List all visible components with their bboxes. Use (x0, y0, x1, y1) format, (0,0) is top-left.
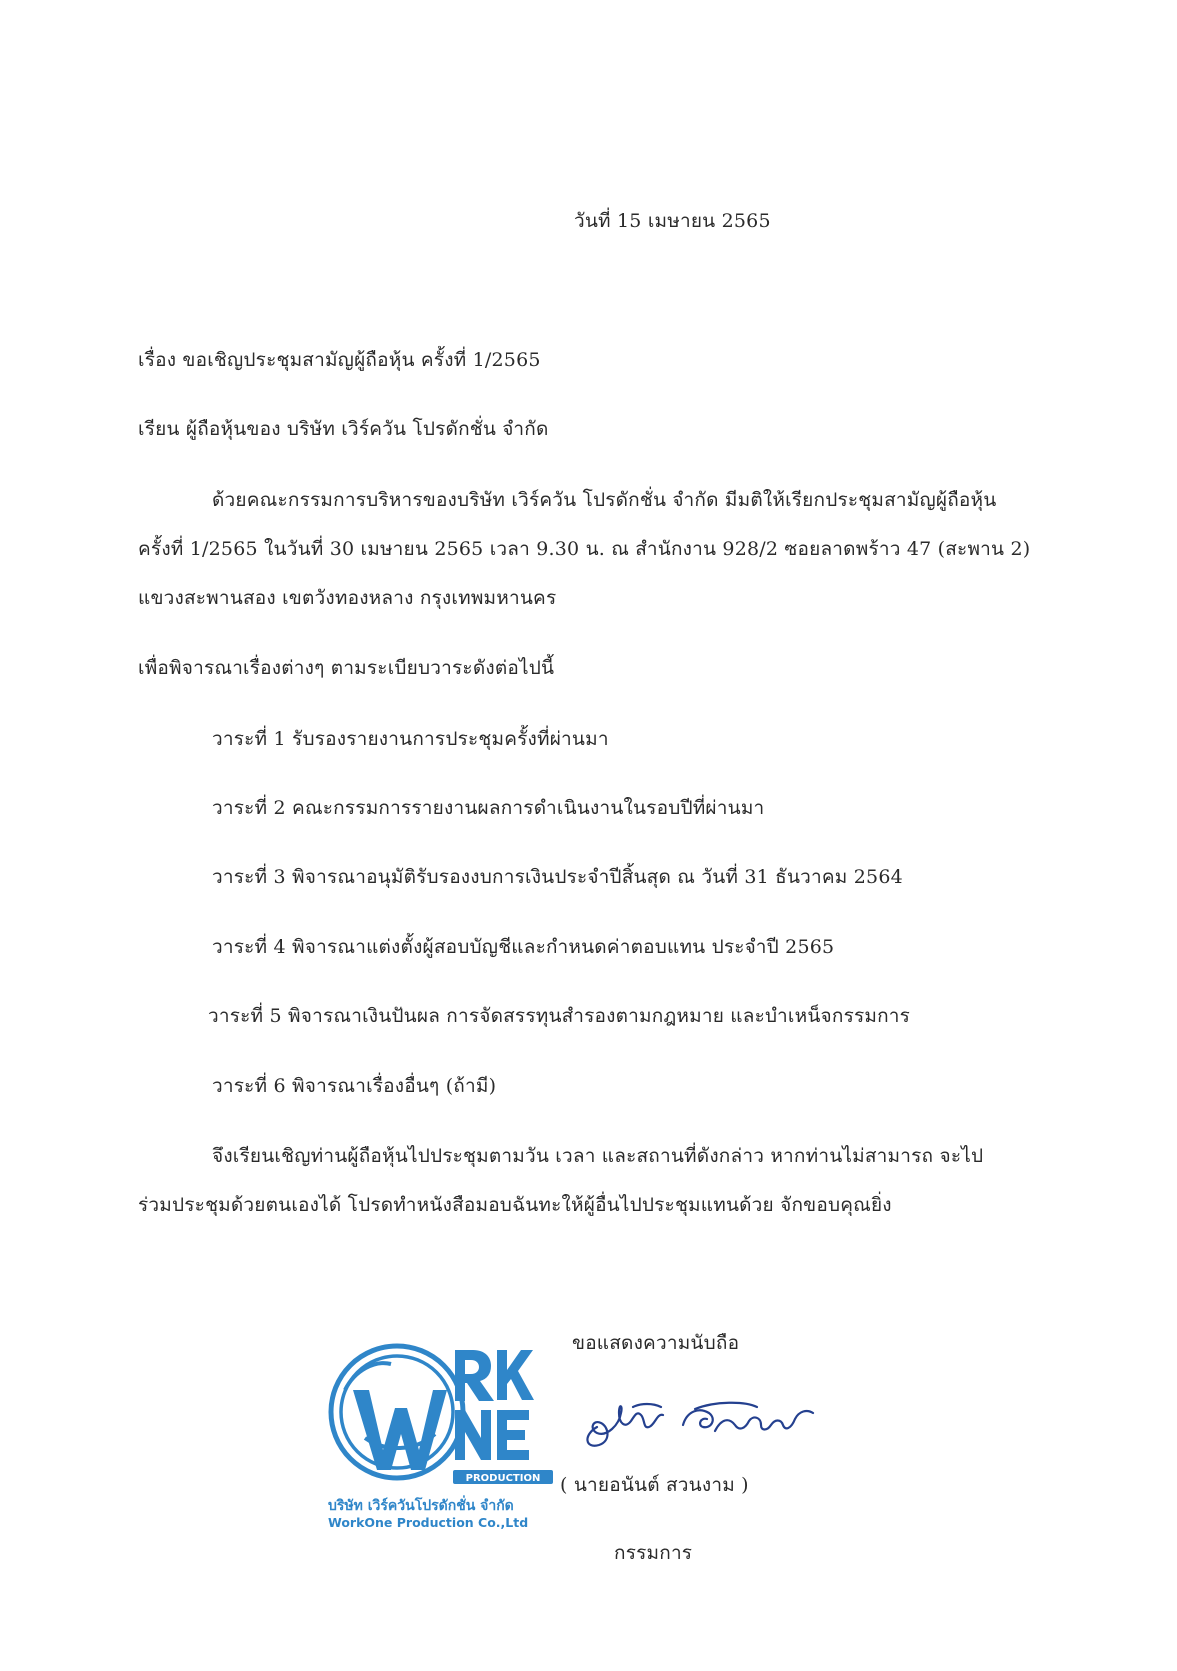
body-paragraph-line: จึงเรียนเชิญท่านผู้ถือหุ้นไปประชุมตามวัน เวลา และสถานที่ดังกล่าว หากท่านไม่สามารถ จะไป (212, 1145, 984, 1167)
agenda-intro: เพื่อพิจารณาเรื่องต่างๆ ตามระเบียบวาระดังต่อไปนี้ (138, 657, 555, 679)
letter-date: วันที่ 15 เมษายน 2565 (574, 210, 771, 232)
signer-position: กรรมการ (614, 1542, 693, 1564)
stamp-company-thai: บริษัท เวิร์ควันโปรดักชั่น จำกัด (328, 1498, 514, 1514)
agenda-item: วาระที่ 2 คณะกรรมการรายงานผลการดำเนินงานในรอบปีที่ผ่านมา (212, 797, 765, 819)
agenda-item: วาระที่ 6 พิจารณาเรื่องอื่นๆ (ถ้ามี) (212, 1075, 497, 1097)
handwritten-signature (575, 1385, 825, 1455)
stamp-production-text: PRODUCTION (465, 1473, 541, 1484)
agenda-item: วาระที่ 5 พิจารณาเงินปันผล การจัดสรรทุนสำรองตามกฎหมาย และบำเหน็จกรรมการ (208, 1005, 911, 1027)
signer-name: ( นายอนันต์ สวนงาม ) (560, 1474, 749, 1496)
stamp-company-english: WorkOne Production Co.,Ltd (328, 1515, 529, 1530)
letter-subject: เรื่อง ขอเชิญประชุมสามัญผู้ถือหุ้น ครั้งที่ 1/2565 (138, 349, 541, 371)
closing-phrase: ขอแสดงความนับถือ (572, 1332, 740, 1354)
body-paragraph-line: ด้วยคณะกรรมการบริหารของบริษัท เวิร์ควัน โปรดักชั่น จำกัด มีมติให้เรียกประชุมสามัญผู้ถือหุ้น (212, 489, 997, 511)
body-paragraph-line: ร่วมประชุมด้วยตนเองได้ โปรดทำหนังสือมอบฉันทะให้ผู้อื่นไปประชุมแทนด้วย จักขอบคุณยิ่ง (138, 1194, 892, 1216)
agenda-item: วาระที่ 4 พิจารณาแต่งตั้งผู้สอบบัญชีและกำหนดค่าตอบแทน ประจำปี 2565 (212, 936, 835, 958)
body-paragraph-line: ครั้งที่ 1/2565 ในวันที่ 30 เมษายน 2565 เวลา 9.30 น. ณ สำนักงาน 928/2 ซอยลาดพร้าว 47 (สะพาน 2) (138, 538, 1031, 560)
letter-recipient: เรียน ผู้ถือหุ้นของ บริษัท เวิร์ควัน โปรดักชั่น จำกัด (138, 418, 549, 440)
agenda-item: วาระที่ 3 พิจารณาอนุมัติรับรองงบการเงินประจำปีสิ้นสุด ณ วันที่ 31 ธันวาคม 2564 (212, 866, 903, 888)
agenda-item: วาระที่ 1 รับรองรายงานการประชุมครั้งที่ผ่านมา (212, 728, 609, 750)
body-paragraph-line: แขวงสะพานสอง เขตวังทองหลาง กรุงเทพมหานคร (138, 587, 557, 609)
